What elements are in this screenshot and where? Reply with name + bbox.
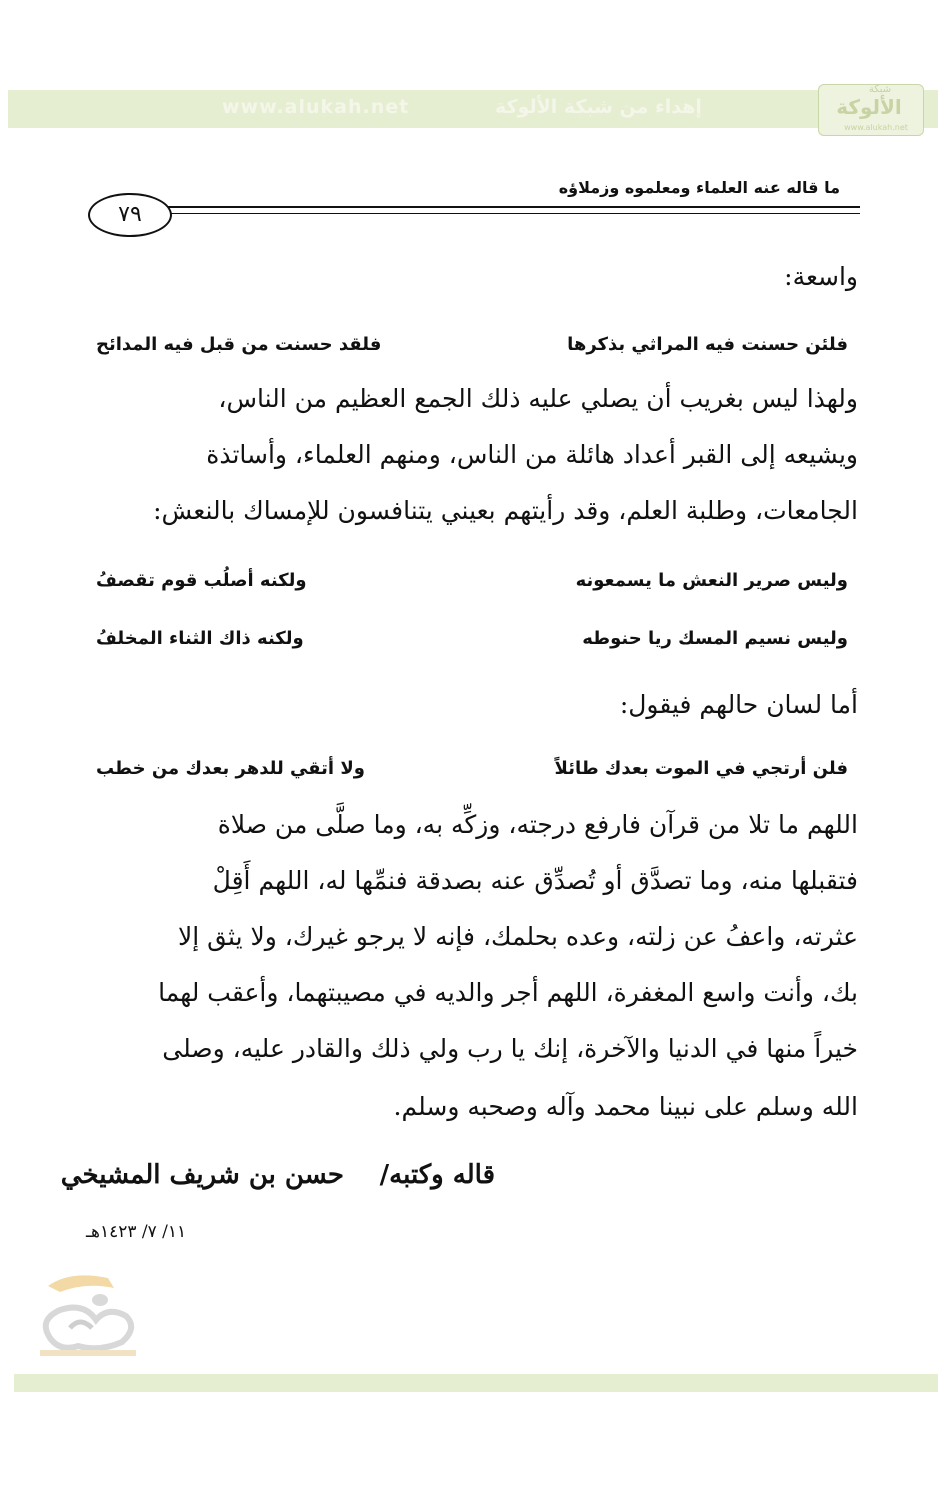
verse-hemistich-first: وليس نسيم المسك ريا حنوطه <box>582 628 848 649</box>
verse-line <box>96 570 848 600</box>
verse-hemistich-second: ولا أتقي للدهر بعدك من خطب <box>96 758 365 779</box>
verse-hemistich-first: فلئن حسنت فيه المراثي بذكرها <box>567 334 848 355</box>
paragraph-line: بك، وأنت واسع المغفرة، اللهم أجر والديه في مصيبتهما، وأعقب لهما <box>158 978 858 1007</box>
paragraph-line: خيراً منها في الدنيا والآخرة، إنك يا رب ولي ذلك والقادر عليه، وصلى <box>162 1034 858 1063</box>
paragraph-line: ويشيعه إلى القبر أعداد هائلة من الناس، ومنهم العلماء، وأساتذة <box>206 440 858 469</box>
watermark-logo-icon <box>30 1266 140 1360</box>
logo-sub: شبكة <box>868 84 892 95</box>
verse-hemistich-second: ولكنه أصلُب قوم تقصفُ <box>96 570 307 591</box>
verse-line <box>96 628 848 658</box>
chapter-title: ما قاله عنه العلماء ومعلموه وزملاؤه <box>558 178 840 197</box>
text-line: أما لسان حالهم فيقول: <box>619 690 858 719</box>
verse-hemistich-second: فلقد حسنت من قبل فيه المدائح <box>96 334 382 355</box>
paragraph-line: عثرته، واعفُ عن زلته، وعده بحلمك، فإنه لا يرجو غيرك، ولا يثق إلا <box>178 922 858 951</box>
verse-line <box>96 758 848 788</box>
paragraph-line: فتقبلها منه، وما تصدَّق أو تُصدِّق عنه بصدقة فنمِّها له، اللهم أَقِلْ <box>212 866 858 895</box>
banner-text: إهداء من شبكة الألوكة <box>495 96 702 118</box>
page-number: ٧٩ <box>88 193 172 237</box>
logo-url: www.alukah.net <box>844 123 908 132</box>
signature-label: قاله وكتبه/ <box>379 1160 495 1190</box>
paragraph-line: الله وسلم على نبينا محمد وآله وصحبه وسلم. <box>393 1092 858 1121</box>
verse-line <box>96 334 848 364</box>
date: ١١/ ٧/ ١٤٢٣هـ <box>86 1222 187 1242</box>
author-name: حسن بن شريف المشيخي <box>60 1160 344 1190</box>
top-banner <box>8 90 938 128</box>
header-rule-thin <box>168 213 860 214</box>
verse-hemistich-second: ولكنه ذاك الثناء المخلفُ <box>96 628 304 649</box>
verse-hemistich-first: وليس صرير النعش ما يسمعونه <box>575 570 848 591</box>
header-rule <box>168 206 860 208</box>
bottom-banner <box>14 1374 938 1392</box>
text-line: واسعة: <box>784 262 858 291</box>
paragraph-line: الجامعات، وطلبة العلم، وقد رأيتهم بعيني يتنافسون للإمساك بالنعش: <box>153 496 858 525</box>
verse-hemistich-first: فلن أرتجي في الموت بعدك طائلاً <box>554 758 848 779</box>
paragraph-line: ولهذا ليس بغريب أن يصلي عليه ذلك الجمع العظيم من الناس، <box>218 384 858 413</box>
paragraph-line: اللهم ما تلا من قرآن فارفع درجته، وزكِّه به، وما صلَّى من صلاة <box>217 810 858 839</box>
banner-url[interactable]: www.alukah.net <box>222 96 410 118</box>
logo-name: الألوكة <box>836 95 902 119</box>
